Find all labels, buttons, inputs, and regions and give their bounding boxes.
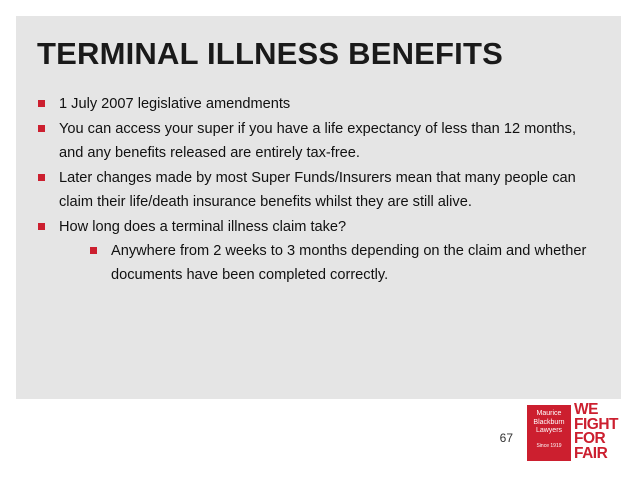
sub-bullet-text: Anywhere from 2 weeks to 3 months depending on the claim and whether documents have been completed correctly.: [111, 243, 587, 283]
slide-title: TERMINAL ILLNESS BENEFITS: [37, 36, 504, 71]
logo-line: Lawyers: [535, 427, 563, 434]
bullet-item: [37, 117, 597, 165]
bullet-list: [37, 92, 597, 288]
bullet-marker-icon: [38, 174, 45, 181]
slogan-line: FAIR: [574, 444, 608, 462]
bullet-marker-icon: [38, 100, 45, 107]
bullet-text: How long does a terminal illness claim take?: [59, 219, 347, 235]
slide-footer: [0, 399, 638, 479]
bullet-item: [37, 215, 597, 287]
bullet-text: 1 July 2007 legislative amendments: [59, 96, 291, 112]
bullet-item: [37, 92, 597, 116]
slogan-line: FOR: [574, 430, 606, 447]
we-fight-for-fair-slogan: [574, 403, 634, 461]
bullet-text: Later changes made by most Super Funds/Insurers mean that many people can claim their life/death insurance benefits whilst they are still alive.: [59, 170, 576, 210]
maurice-blackburn-logo: [527, 405, 571, 461]
logo-line: Maurice: [536, 410, 562, 417]
logo-since: Since 1919: [536, 442, 562, 449]
bullet-item: [37, 166, 597, 214]
logo-line: Blackburn: [533, 418, 565, 426]
bullet-marker-icon: [38, 223, 45, 230]
bullet-marker-icon: [90, 247, 97, 254]
sub-bullet-item: [89, 239, 597, 287]
sub-bullet-list: [59, 239, 597, 287]
slogan-line: WE: [574, 401, 598, 418]
slogan-line: FIGHT: [574, 415, 618, 433]
bullet-text: You can access your super if you have a life expectancy of less than 12 months, and any benefits released are entirely tax-free.: [59, 121, 577, 161]
page-number: 67: [499, 431, 513, 445]
bullet-marker-icon: [38, 125, 45, 132]
